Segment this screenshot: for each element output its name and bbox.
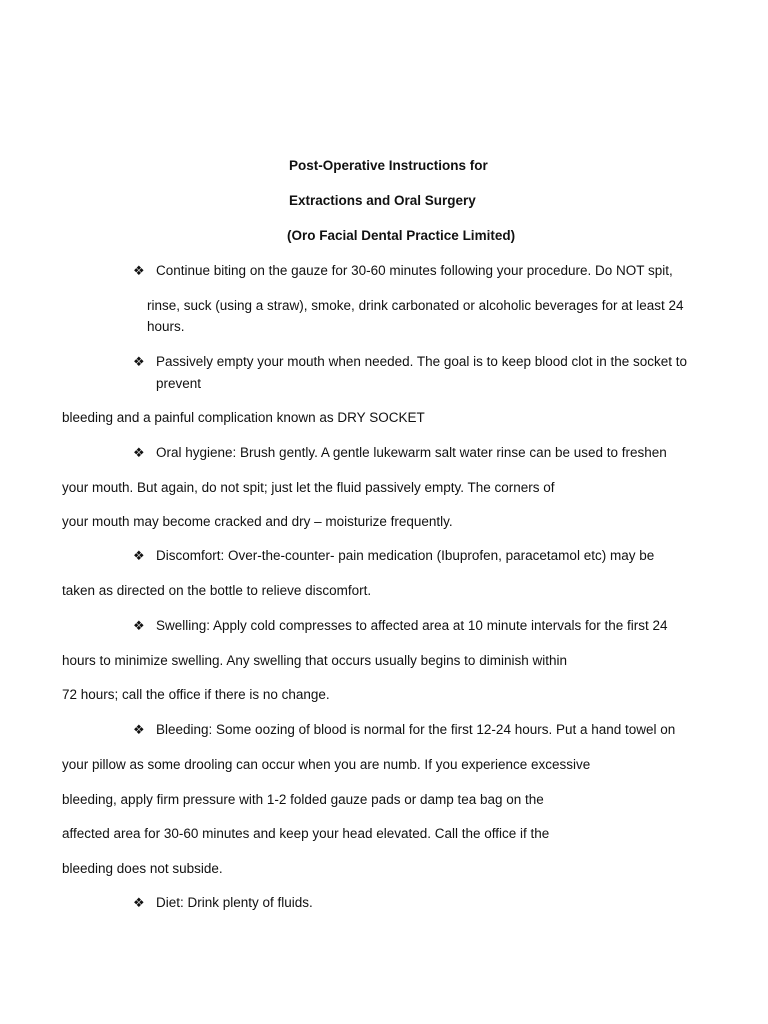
bullet-icon: ❖ [133,618,145,633]
section-6-line-2: your pillow as some drooling can occur when you are numb. If you experience excessive [62,757,591,772]
title-line-1: Post-Operative Instructions for [289,158,488,173]
section-6-line-3: bleeding, apply firm pressure with 1-2 folded gauze pads or damp tea bag on the [62,792,544,807]
section-1-line-1: Continue biting on the gauze for 30-60 minutes following your procedure. Do NOT spit, [156,263,673,278]
title-line-2: Extractions and Oral Surgery [289,193,476,208]
section-5-line-2: hours to minimize swelling. Any swelling that occurs usually begins to diminish within [62,653,567,668]
bullet-icon: ❖ [133,895,145,910]
bullet-icon: ❖ [133,445,145,460]
bullet-icon: ❖ [133,548,145,563]
section-5-line-1: Swelling: Apply cold compresses to affected area at 10 minute intervals for the first 24 [156,618,668,633]
section-6-line-4: affected area for 30-60 minutes and keep your head elevated. Call the office if the [62,826,550,841]
section-4-line-2: taken as directed on the bottle to relieve discomfort. [62,583,372,598]
title-line-3: (Oro Facial Dental Practice Limited) [287,228,516,243]
section-5-line-3: 72 hours; call the office if there is no change. [62,687,330,702]
section-6-line-1: Bleeding: Some oozing of blood is normal for the first 12-24 hours. Put a hand towel on [156,722,676,737]
bullet-icon: ❖ [133,722,145,737]
section-4-line-1: Discomfort: Over-the-counter- pain medication (Ibuprofen, paracetamol etc) may be [156,548,655,563]
section-3-line-3: your mouth may become cracked and dry – moisturize frequently. [62,514,453,529]
section-1-line-3: hours. [147,319,185,334]
section-7-line-1: Diet: Drink plenty of fluids. [156,895,313,910]
section-2-line-3: bleeding and a painful complication known as DRY SOCKET [62,410,425,425]
section-3-line-2: your mouth. But again, do not spit; just let the fluid passively empty. The corners of [62,480,555,495]
bullet-icon: ❖ [133,263,145,278]
section-3-line-1: Oral hygiene: Brush gently. A gentle lukewarm salt water rinse can be used to freshen [156,445,667,460]
bullet-icon: ❖ [133,354,145,369]
section-2-line-2: prevent [156,376,202,391]
section-6-line-5: bleeding does not subside. [62,861,223,876]
section-1-line-2: rinse, suck (using a straw), smoke, drink carbonated or alcoholic beverages for at least 24 [147,298,684,313]
section-2-line-1: Passively empty your mouth when needed. The goal is to keep blood clot in the socket to [156,354,688,369]
